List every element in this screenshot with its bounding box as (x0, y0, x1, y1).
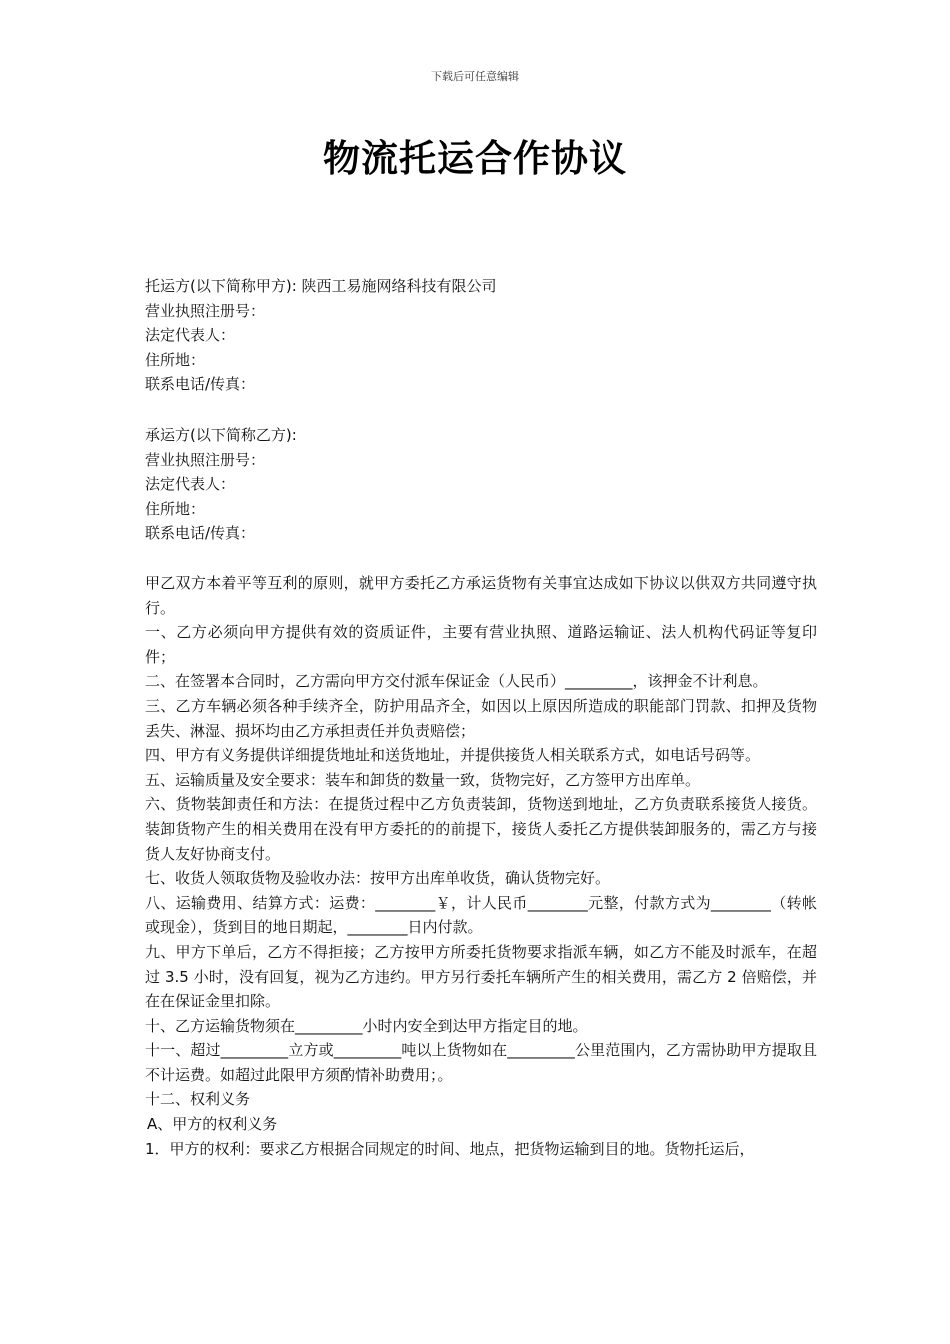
clause-12-heading: 十二、权利义务 (145, 1090, 251, 1109)
clause-6: 六、货物装卸责任和方法：在提货过程中乙方负责装卸，货物送到地址，乙方负责联系接货人接货。装卸货物产生的相关费用在没有甲方委托的的前提下，接货人委托乙方提供装卸服务的，需乙方与接货人友好协商支付。 (145, 795, 817, 863)
document-title: 物流托运合作协议 (323, 137, 627, 180)
clause-2: 二、在签署本合同时，乙方需向甲方交付派车保证金（人民币）_________，该押金不计利息。 (145, 672, 768, 691)
party-b-address: 住所地： (145, 499, 206, 518)
clause-3: 三、乙方车辆必须各种手续齐全，防护用品齐全，如因以上原因所造成的职能部门罚款、扣押及货物丢失、淋湿、损坏均由乙方承担责任并负责赔偿； (145, 696, 817, 740)
clause-11: 十一、超过_________立方或_________吨以上货物如在_________公里范围内，乙方需协助甲方提取且不计运费。如超过此限甲方须酌情补助费用；。 (145, 1041, 817, 1084)
party-a-representative: 法定代表人： (145, 326, 236, 345)
clause-4: 四、甲方有义务提供详细提货地址和送货地址，并提供接货人相关联系方式，如电话号码等。 (145, 746, 761, 765)
clause-12-a-heading: A、甲方的权利义务 (147, 1115, 278, 1134)
clause-10: 十、乙方运输货物须在_________小时内安全到达甲方指定目的地。 (145, 1016, 588, 1035)
clause-7: 七、收货人领取货物及验收办法：按甲方出库单收货，确认货物完好。 (145, 869, 611, 888)
clause-9: 九、甲方下单后，乙方不得拒接；乙方按甲方所委托货物要求指派车辆，如乙方不能及时派车，在超过 3.5 小时，没有回复，视为乙方违约。甲方另行委托车辆所产生的相关费用，需乙方 2 倍赔偿，并在在保证金里扣除。 (145, 942, 817, 1011)
clause-1: 一、乙方必须向甲方提供有效的资质证件，主要有营业执照、道路运输证、法人机构代码证等复印件； (145, 623, 817, 666)
party-b-name: 承运方(以下简称乙方): (145, 426, 297, 444)
party-a-phone: 联系电话/传真： (145, 375, 256, 394)
header-note: 下载后可任意编辑 (431, 70, 519, 83)
agreement-clauses (145, 571, 817, 1161)
party-b-info (145, 423, 817, 546)
party-b-representative: 法定代表人： (145, 475, 236, 494)
party-b-license: 营业执照注册号： (145, 450, 266, 469)
party-a-info (145, 274, 817, 397)
clause-12-a-1: 1．甲方的权利：要求乙方根据合同规定的时间、地点，把货物运输到目的地。货物托运后， (145, 1139, 755, 1158)
clause-intro: 甲乙双方本着平等互利的原则，就甲方委托乙方承运货物有关事宜达成如下协议以供双方共同遵守执行。 (145, 574, 817, 617)
party-a-address: 住所地： (145, 350, 206, 369)
party-a-license: 营业执照注册号： (145, 301, 266, 320)
clause-5: 五、运输质量及安全要求：装车和卸货的数量一致，货物完好，乙方签甲方出库单。 (145, 770, 701, 789)
clause-8: 八、运输费用、结算方式：运费：________￥，计人民币________元整，付款方式为________（转帐或现金），货到目的地日期起，________日内付款。 (145, 893, 817, 937)
party-a-name: 托运方(以下简称甲方): 陕西工易施网络科技有限公司 (145, 277, 497, 295)
party-b-phone: 联系电话/传真： (145, 524, 256, 543)
